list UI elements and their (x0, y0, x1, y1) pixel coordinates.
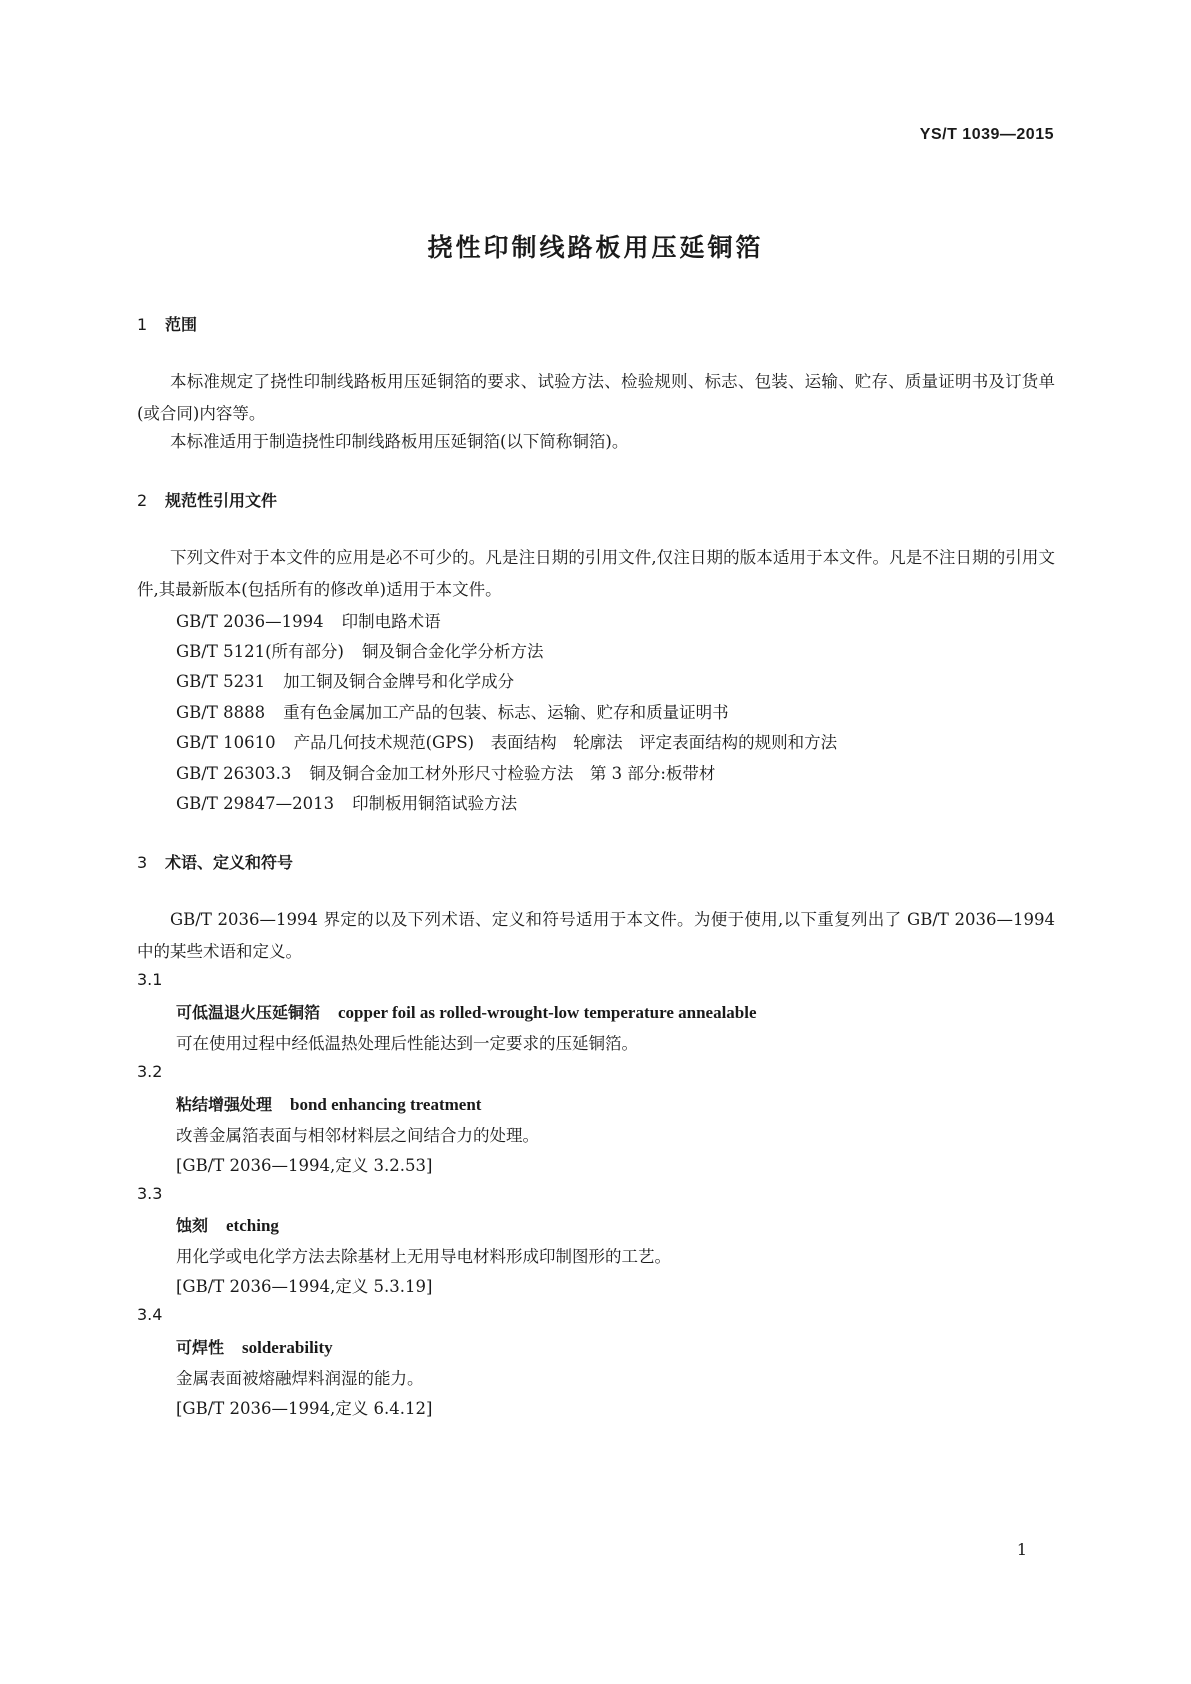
reference-item (176, 608, 441, 632)
term-number: 3.2 (137, 1062, 163, 1081)
section-number: 3 (137, 853, 148, 872)
reference-code: GB/T 5231 (176, 672, 266, 691)
term-name-zh: 蚀刻 (176, 1216, 209, 1235)
references-intro: 下列文件对于本文件的应用是必不可少的。凡是注日期的引用文件,仅注日期的版本适用于本文件。凡是不注日期的引用文件,其最新版本(包括所有的修改单)适用于本文件。 (137, 548, 1055, 599)
term-name (176, 1213, 279, 1236)
term-name (176, 1335, 333, 1358)
term-name-en: etching (226, 1216, 279, 1235)
standard-code: YS/T 1039—2015 (919, 126, 1054, 143)
term-name (176, 1092, 481, 1115)
reference-title: 重有色金属加工产品的包装、标志、运输、贮存和质量证明书 (283, 703, 729, 722)
reference-item (176, 668, 514, 692)
term-name (176, 1000, 757, 1023)
term-source: [GB/T 2036—1994,定义 5.3.19] (176, 1277, 433, 1296)
reference-item (176, 699, 729, 723)
reference-code: GB/T 26303.3 (176, 764, 292, 783)
term-number: 3.1 (137, 970, 163, 989)
term-definition: 改善金属箔表面与相邻材料层之间结合力的处理。 (176, 1126, 539, 1145)
reference-code: GB/T 5121(所有部分) (176, 642, 344, 661)
term-name-zh: 粘结增强处理 (176, 1095, 273, 1114)
term-definition: 金属表面被熔融焊料润湿的能力。 (176, 1369, 424, 1388)
term-source: [GB/T 2036—1994,定义 3.2.53] (176, 1156, 433, 1175)
reference-title: 铜及铜合金加工材外形尺寸检验方法 第 3 部分:板带材 (309, 764, 716, 783)
reference-code: GB/T 29847—2013 (176, 794, 335, 813)
section-number: 2 (137, 491, 148, 510)
reference-title: 铜及铜合金化学分析方法 (361, 642, 544, 661)
reference-item (176, 760, 715, 784)
scope-paragraph-2: 本标准适用于制造挠性印制线路板用压延铜箔(以下简称铜箔)。 (170, 432, 629, 451)
reference-code: GB/T 8888 (176, 703, 266, 722)
term-name-en: copper foil as rolled-wrought-low temperature annealable (338, 1003, 757, 1022)
term-name-zh: 可低温退火压延铜箔 (176, 1003, 321, 1022)
section-2-heading (137, 488, 277, 511)
scope-paragraph-1: 本标准规定了挠性印制线路板用压延铜箔的要求、试验方法、检验规则、标志、包装、运输、贮存、质量证明书及订货单(或合同)内容等。 (137, 372, 1055, 423)
term-number: 3.4 (137, 1305, 163, 1324)
reference-title: 印制板用铜箔试验方法 (352, 794, 518, 813)
reference-code: GB/T 10610 (176, 733, 276, 752)
reference-title: 加工铜及铜合金牌号和化学成分 (283, 672, 515, 691)
section-title: 术语、定义和符号 (165, 853, 294, 872)
term-name-zh: 可焊性 (176, 1338, 225, 1357)
reference-item (176, 729, 837, 753)
document-title: 挠性印制线路板用压延铜箔 (427, 233, 764, 262)
reference-title: 产品几何技术规范(GPS) 表面结构 轮廓法 评定表面结构的规则和方法 (293, 733, 838, 752)
section-title: 范围 (165, 315, 198, 334)
term-source: [GB/T 2036—1994,定义 6.4.12] (176, 1399, 433, 1418)
section-title: 规范性引用文件 (165, 491, 278, 510)
terms-intro: GB/T 2036—1994 界定的以及下列术语、定义和符号适用于本文件。为便于使用,以下重复列出了 GB/T 2036—1994 中的某些术语和定义。 (137, 910, 1055, 961)
term-name-en: bond enhancing treatment (290, 1095, 482, 1114)
reference-item (176, 638, 543, 662)
section-number: 1 (137, 315, 148, 334)
page-number: 1 (1016, 1540, 1027, 1559)
reference-title: 印制电路术语 (341, 612, 441, 631)
reference-item (176, 790, 517, 814)
term-number: 3.3 (137, 1184, 163, 1203)
term-definition: 用化学或电化学方法去除基材上无用导电材料形成印制图形的工艺。 (176, 1247, 671, 1266)
section-1-heading (137, 312, 197, 335)
reference-code: GB/T 2036—1994 (176, 612, 324, 631)
term-definition: 可在使用过程中经低温热处理后性能达到一定要求的压延铜箔。 (176, 1034, 638, 1053)
section-3-heading (137, 850, 293, 873)
term-name-en: solderability (242, 1338, 333, 1357)
